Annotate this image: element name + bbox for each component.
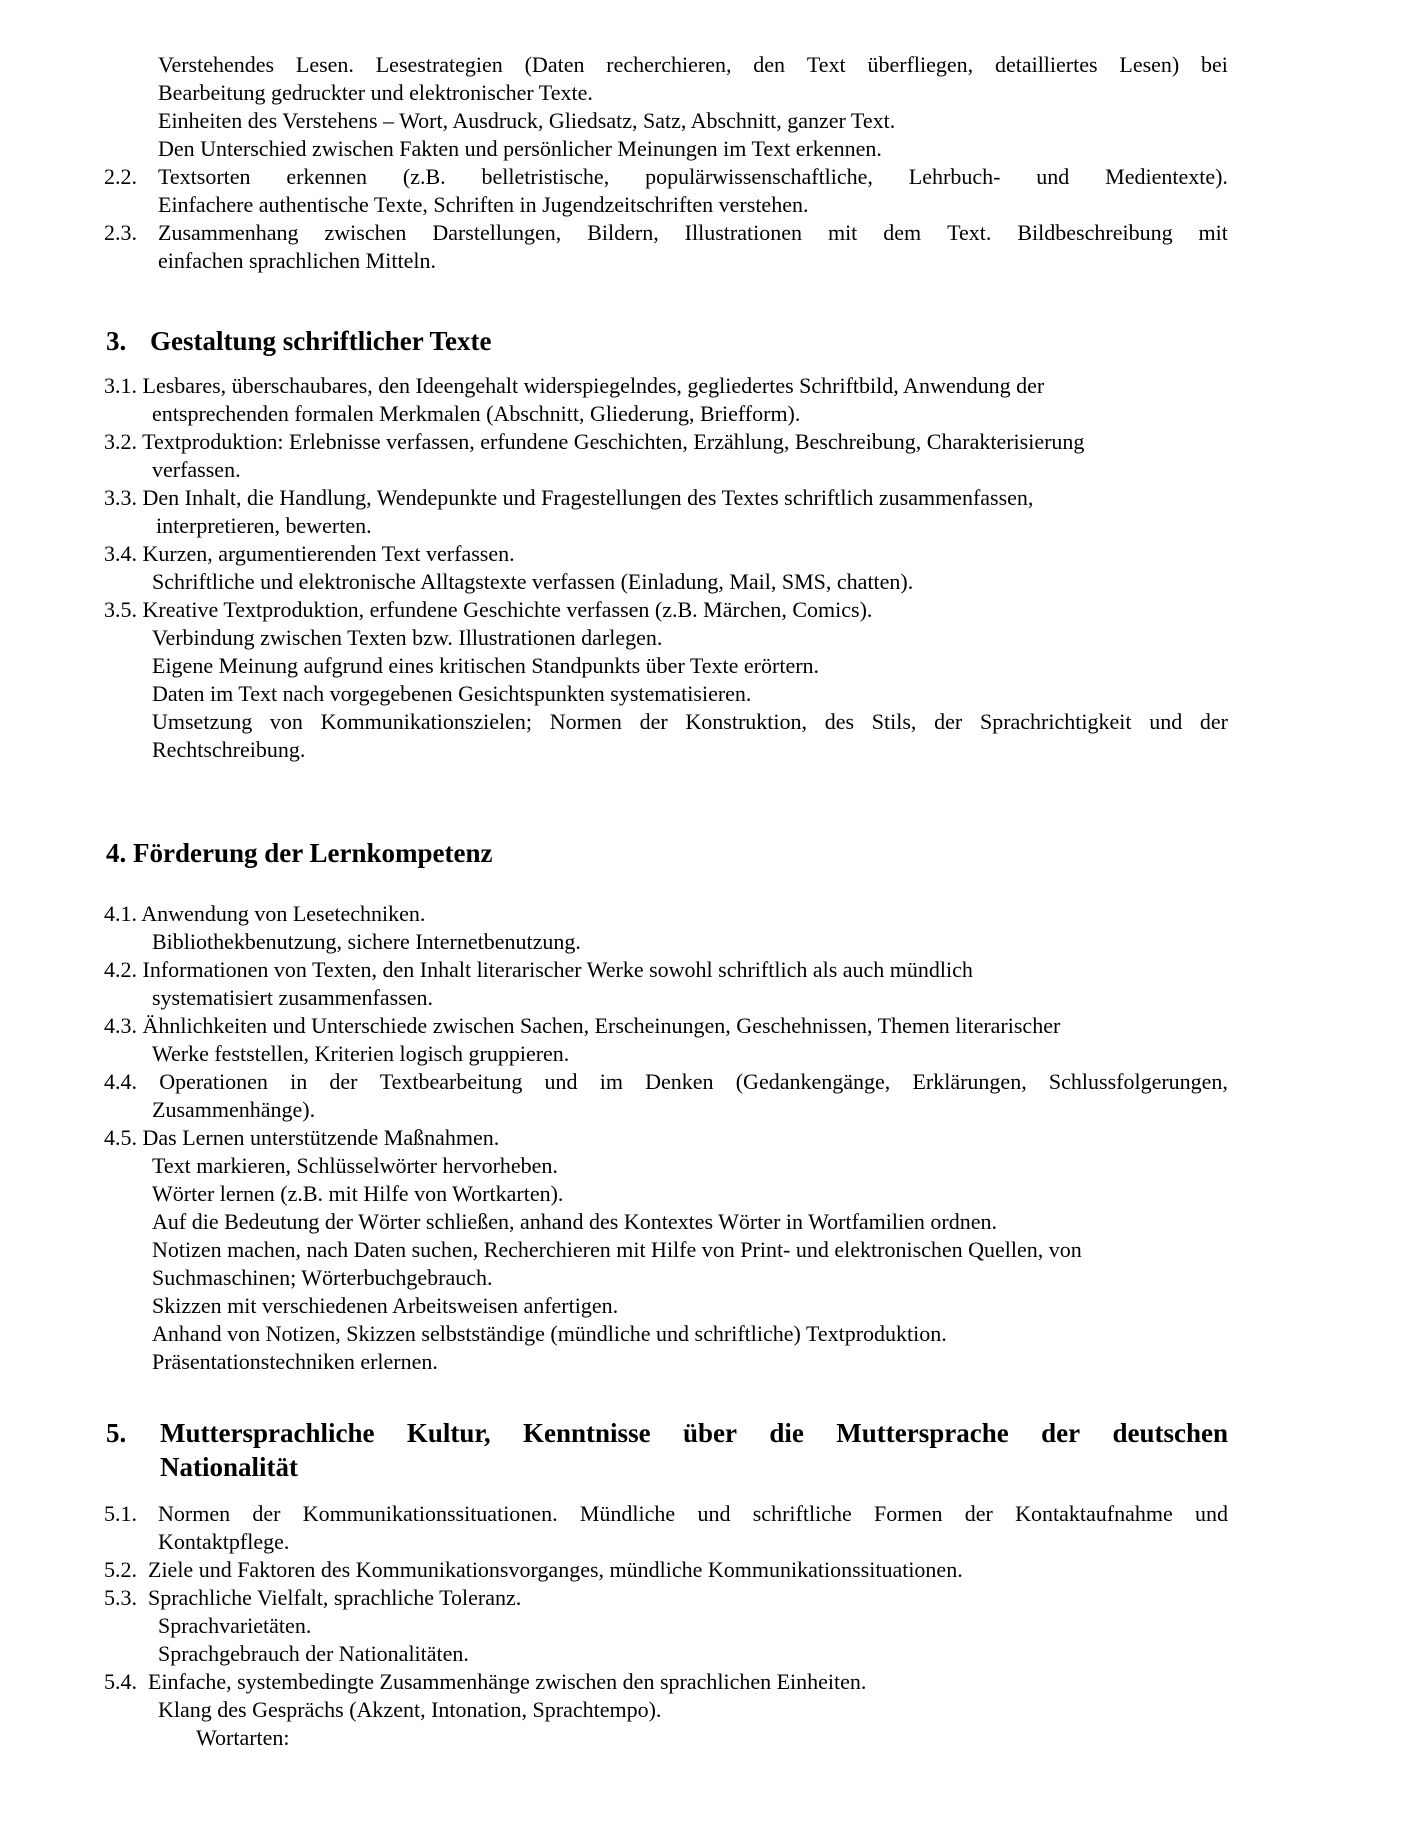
word: Lesestrategien <box>375 52 503 77</box>
word: mit <box>1198 220 1228 245</box>
word: erkennen <box>286 164 368 189</box>
text-line: Einfachere authentische Texte, Schriften in Jugendzeitschriften verstehen. <box>158 192 809 217</box>
text-line: Werke feststellen, Kriterien logisch gruppieren. <box>152 1041 570 1066</box>
word: zwischen <box>324 220 407 245</box>
word: über <box>682 1418 737 1448</box>
word: mit <box>827 220 858 245</box>
text-line: Kontaktpflege. <box>158 1529 290 1554</box>
text-line <box>158 219 1228 247</box>
word: (Gedankengänge, <box>735 1069 891 1094</box>
text-line: entsprechenden formalen Merkmalen (Abschnitt, Gliederung, Briefform). <box>152 401 801 426</box>
list-item: 3.1. Lesbares, überschaubares, den Ideengehalt widerspiegelndes, gegliedertes Schriftbild, Anwendung der <box>104 373 1045 398</box>
text-line: Auf die Bedeutung der Wörter schließen, anhand des Kontextes Wörter in Wortfamilien ordnen. <box>152 1209 997 1234</box>
text-line: Notizen machen, nach Daten suchen, Recherchieren mit Hilfe von Print- und elektronischen Quellen, von <box>152 1237 1082 1262</box>
text-line: Sprachvarietäten. <box>158 1613 312 1638</box>
list-item: 5.4. Einfache, systembedingte Zusammenhänge zwischen den sprachlichen Einheiten. <box>104 1669 867 1694</box>
text-line-justified <box>152 708 1228 736</box>
word: Lesen. <box>295 52 354 77</box>
word: dem <box>883 220 922 245</box>
word: den <box>753 52 786 77</box>
word: Text <box>806 52 846 77</box>
text-line: Rechtschreibung. <box>152 737 306 762</box>
text-line: Präsentationstechniken erlernen. <box>152 1349 438 1374</box>
word: der <box>1041 1418 1081 1448</box>
word: der <box>964 1501 993 1526</box>
text-line: Text markieren, Schlüsselwörter hervorheben. <box>152 1153 558 1178</box>
text-line: Skizzen mit verschiedenen Arbeitsweisen anfertigen. <box>152 1293 619 1318</box>
word: recherchieren, <box>606 52 732 77</box>
word: Muttersprachliche <box>160 1418 375 1448</box>
list-item: 3.4. Kurzen, argumentierenden Text verfassen. <box>104 541 515 566</box>
list-item: 4.2. Informationen von Texten, den Inhalt literarischer Werke sowohl schriftlich als auch mündlich <box>104 957 973 982</box>
section-heading-number: 3. <box>106 326 127 356</box>
list-item: 4.3. Ähnlichkeiten und Unterschiede zwischen Sachen, Erscheinungen, Geschehnissen, Themen literarischer <box>104 1013 1061 1038</box>
text-line-justified <box>104 1068 1228 1096</box>
word: Kommunikationssituationen. <box>302 1501 558 1526</box>
word: Lesen) <box>1119 52 1180 77</box>
list-item: 3.2. Textproduktion: Erlebnisse verfassen, erfundene Geschichten, Erzählung, Beschreibung, Charakterisierung <box>104 429 1085 454</box>
list-item: 3.5. Kreative Textproduktion, erfundene Geschichte verfassen (z.B. Märchen, Comics). <box>104 597 873 622</box>
text-line: Bearbeitung gedruckter und elektronischer Texte. <box>158 80 593 105</box>
list-item <box>104 1068 1228 1096</box>
text-line: Bibliothekbenutzung, sichere Internetbenutzung. <box>152 929 581 954</box>
list-number: 5.1. <box>104 1501 137 1526</box>
list-item: 5.2. Ziele und Faktoren des Kommunikationsvorganges, mündliche Kommunikationssituationen. <box>104 1557 963 1582</box>
section-heading-cont: Nationalität <box>160 1452 298 1482</box>
word: Mündliche <box>579 1501 676 1526</box>
word: in <box>290 1069 308 1094</box>
word: Schlussfolgerungen, <box>1048 1069 1228 1094</box>
word: bei <box>1201 52 1228 77</box>
section-heading <box>160 1416 1228 1450</box>
word: detailliertes <box>994 52 1098 77</box>
list-number: 2.2. <box>104 164 137 189</box>
text-line: Schriftliche und elektronische Alltagstexte verfassen (Einladung, Mail, SMS, chatten). <box>152 569 914 594</box>
word: und <box>1195 1501 1228 1526</box>
text-line: Sprachgebrauch der Nationalitäten. <box>158 1641 469 1666</box>
section-heading: 4. Förderung der Lernkompetenz <box>106 838 493 868</box>
word: überfliegen, <box>867 52 974 77</box>
word: Darstellungen, <box>432 220 562 245</box>
text-line: Suchmaschinen; Wörterbuchgebrauch. <box>152 1265 493 1290</box>
word: der <box>639 709 668 734</box>
text-line: Den Unterschied zwischen Fakten und persönlicher Meinungen im Text erkennen. <box>158 136 882 161</box>
text-line-justified <box>158 1500 1228 1528</box>
word: der <box>329 1069 358 1094</box>
list-number: 2.3. <box>104 220 137 245</box>
word: Medientexte). <box>1105 164 1228 189</box>
text-line <box>152 708 1228 736</box>
text-line: Klang des Gesprächs (Akzent, Intonation, Sprachtempo). <box>158 1697 662 1722</box>
word: belletristische, <box>481 164 610 189</box>
word: Kommunikationszielen; <box>320 709 533 734</box>
text-line: interpretieren, bewerten. <box>156 513 372 538</box>
text-line: Wörter lernen (z.B. mit Hilfe von Wortkarten). <box>152 1181 564 1206</box>
word: deutschen <box>1112 1418 1228 1448</box>
word: Erklärungen, <box>912 1069 1027 1094</box>
word: Bildern, <box>587 220 659 245</box>
word: Normen <box>549 709 622 734</box>
text-line: Verbindung zwischen Texten bzw. Illustrationen darlegen. <box>152 625 663 650</box>
text-line: Einheiten des Verstehens – Wort, Ausdruck, Gliedsatz, Satz, Abschnitt, ganzer Text. <box>158 108 896 133</box>
word: Verstehendes <box>158 52 275 77</box>
text-line <box>158 1500 1228 1528</box>
list-item: 5.3. Sprachliche Vielfalt, sprachliche Toleranz. <box>104 1585 522 1610</box>
word: Illustrationen <box>684 220 802 245</box>
word: Denken <box>645 1069 714 1094</box>
word: Bildbeschreibung <box>1017 220 1173 245</box>
text-line: Daten im Text nach vorgegebenen Gesichtspunkten systematisieren. <box>152 681 752 706</box>
word: (z.B. <box>402 164 446 189</box>
word: Umsetzung <box>152 709 253 734</box>
text-line: einfachen sprachlichen Mitteln. <box>158 248 436 273</box>
text-line-justified <box>158 163 1228 191</box>
section-heading-number: 5. <box>106 1418 127 1448</box>
text-line: Wortarten: <box>196 1725 290 1750</box>
list-item: 4.1. Anwendung von Lesetechniken. <box>104 901 426 926</box>
text-line: systematisiert zusammenfassen. <box>152 985 434 1010</box>
word: Konstruktion, <box>685 709 808 734</box>
word: Kultur, <box>406 1418 491 1448</box>
section-heading: Gestaltung schriftlicher Texte <box>150 326 492 356</box>
text-line: Eigene Meinung aufgrund eines kritischen Standpunkts über Texte erörtern. <box>152 653 820 678</box>
text-line <box>158 51 1228 79</box>
word: von <box>269 709 303 734</box>
text-line: Zusammenhänge). <box>152 1097 316 1122</box>
word: des <box>824 709 855 734</box>
word: Text. <box>947 220 992 245</box>
list-item: 3.3. Den Inhalt, die Handlung, Wendepunkte und Fragestellungen des Textes schriftlich zusammenfassen, <box>104 485 1034 510</box>
section-heading-justified <box>160 1416 1228 1450</box>
word: Sprachrichtigkeit <box>979 709 1132 734</box>
word: der <box>252 1501 281 1526</box>
word: der <box>934 709 963 734</box>
list-item: 4.5. Das Lernen unterstützende Maßnahmen. <box>104 1125 500 1150</box>
text-line: verfassen. <box>152 457 241 482</box>
word: Kontaktaufnahme <box>1015 1501 1173 1526</box>
word: und <box>697 1501 731 1526</box>
word: Textsorten <box>158 164 251 189</box>
word: populärwissenschaftliche, <box>645 164 873 189</box>
text-line-justified <box>158 219 1228 247</box>
word: Zusammenhang <box>158 220 299 245</box>
word: Lehrbuch- <box>908 164 1001 189</box>
text-line: Anhand von Notizen, Skizzen selbstständige (mündliche und schriftliche) Textproduktion. <box>152 1321 947 1346</box>
word: und <box>1149 709 1183 734</box>
word: Formen <box>874 1501 943 1526</box>
word: die <box>769 1418 804 1448</box>
word: (Daten <box>524 52 585 77</box>
word: Kenntnisse <box>523 1418 651 1448</box>
word: im <box>599 1069 623 1094</box>
word: Stils, <box>871 709 917 734</box>
word: der <box>1199 709 1228 734</box>
word: Muttersprache <box>836 1418 1009 1448</box>
word: 4.4. <box>104 1069 137 1094</box>
word: und <box>1036 164 1070 189</box>
text-line-justified <box>158 51 1228 79</box>
text-line <box>158 163 1228 191</box>
word: Operationen <box>159 1069 268 1094</box>
word: Textbearbeitung <box>379 1069 523 1094</box>
word: und <box>544 1069 578 1094</box>
word: Normen <box>158 1501 231 1526</box>
word: schriftliche <box>752 1501 852 1526</box>
